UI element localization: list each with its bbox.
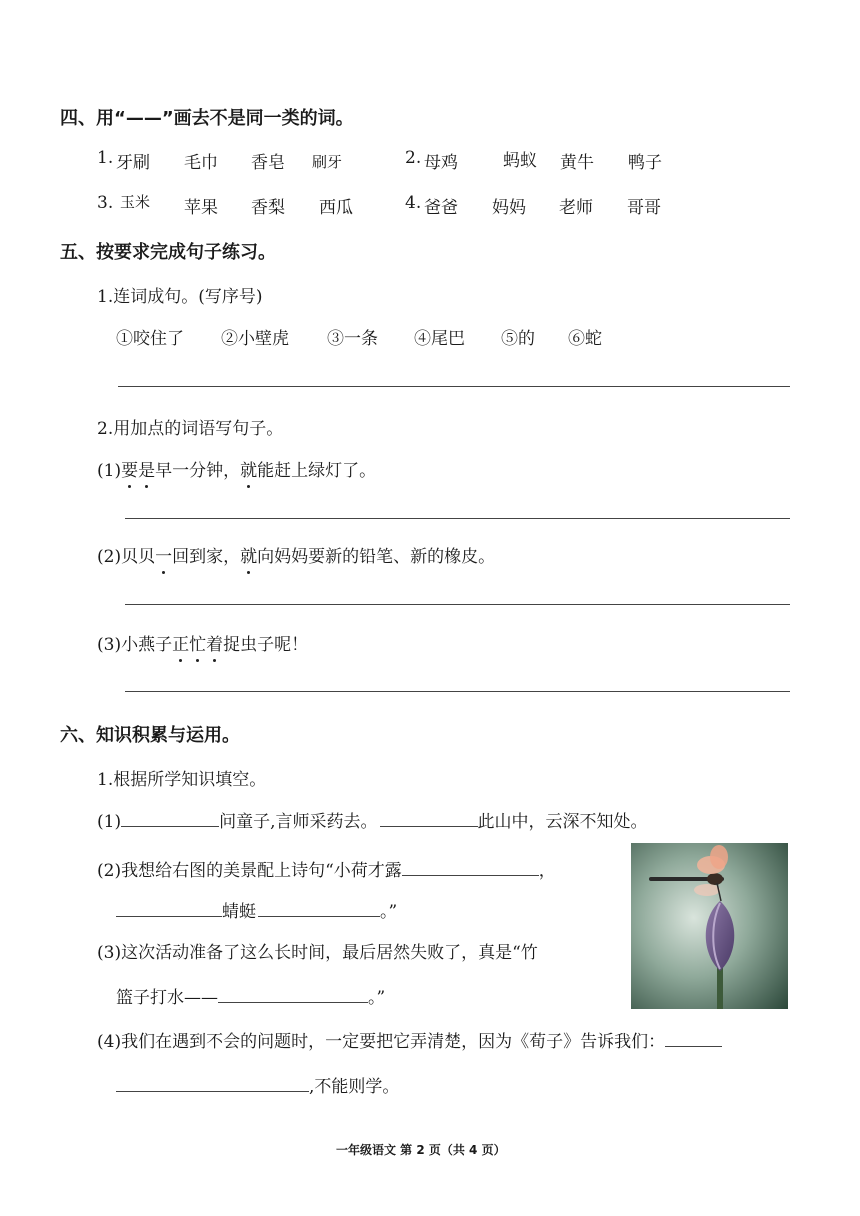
question-6-1: 1.根据所学知识填空。 xyxy=(97,770,267,790)
sentence-2 xyxy=(97,542,495,567)
word-option[interactable]: 母鸡 xyxy=(424,153,458,173)
dotted-char: 一 xyxy=(155,547,173,567)
sentence-text: (2)贝贝 xyxy=(97,547,156,567)
word-option[interactable]: 刷牙 xyxy=(312,153,343,171)
fill-text: (4)我们在遇到不会的问题时，一定要把它弄清楚，因为《荀子》告诉我们： xyxy=(97,1032,666,1052)
section-6-title: 六、知识积累与运用。 xyxy=(60,725,240,746)
fill-text: 。” xyxy=(380,902,398,922)
word-card: ④尾巴 xyxy=(414,329,465,349)
sentence-1 xyxy=(97,456,376,481)
fill-text: 篮子打水—— xyxy=(116,988,218,1008)
fill-blank[interactable] xyxy=(380,808,478,827)
dotted-char: 着 xyxy=(206,635,224,655)
sentence-text: 能赶上绿灯了。 xyxy=(257,461,377,481)
sentence-text: 向妈妈要新的铅笔、新的橡皮。 xyxy=(257,547,496,567)
dotted-char: 是 xyxy=(138,461,156,481)
dragonfly-on-lotus-icon xyxy=(631,843,788,1009)
sentence-text: 早一分钟， xyxy=(155,461,241,481)
fill-text: ,不能则学。 xyxy=(309,1077,400,1097)
word-card: ②小壁虎 xyxy=(221,329,289,349)
sentence-text: (1) xyxy=(97,461,122,481)
word-card: ①咬住了 xyxy=(116,329,184,349)
fill-text: 。” xyxy=(368,988,386,1008)
sentence-3 xyxy=(97,630,308,655)
word-card: ⑥蛇 xyxy=(568,329,602,349)
group-3-number: 3. xyxy=(97,193,114,213)
word-option[interactable]: 妈妈 xyxy=(492,198,526,218)
sentence-text: 捉虫子呢！ xyxy=(223,635,309,655)
fill-text: (1) xyxy=(97,812,122,832)
word-option[interactable]: 爸爸 xyxy=(424,198,458,218)
dotted-char: 就 xyxy=(240,461,258,481)
fill-text: 问童子,言师采药去。 xyxy=(219,812,378,832)
fill-blank[interactable] xyxy=(218,984,368,1003)
dotted-char: 忙 xyxy=(189,635,207,655)
fill-3-line-1: (3)这次活动准备了这么长时间，最后居然失败了，真是“竹 xyxy=(97,943,538,963)
word-option[interactable]: 玉米 xyxy=(120,193,151,211)
fill-text: 蜻蜓 xyxy=(222,902,256,922)
answer-line[interactable] xyxy=(125,518,790,519)
word-option[interactable]: 蚂蚁 xyxy=(503,151,537,171)
dotted-char: 要 xyxy=(121,461,139,481)
fill-3-line-2 xyxy=(116,983,385,1008)
section-5-title: 五、按要求完成句子练习。 xyxy=(60,242,276,263)
word-option[interactable]: 苹果 xyxy=(184,198,218,218)
word-option[interactable]: 香皂 xyxy=(251,153,285,173)
group-2-number: 2. xyxy=(405,148,422,168)
section-4-title: 四、用“——”画去不是同一类的词。 xyxy=(60,108,354,129)
answer-line[interactable] xyxy=(118,386,790,387)
word-card: ③一条 xyxy=(327,329,378,349)
fill-blank[interactable] xyxy=(402,857,539,876)
fill-4-line-1 xyxy=(97,1027,722,1052)
word-option[interactable]: 鸭子 xyxy=(628,153,662,173)
group-4-number: 4. xyxy=(405,193,422,213)
question-5-1: 1.连词成句。(写序号) xyxy=(97,287,263,307)
word-option[interactable]: 老师 xyxy=(559,198,593,218)
word-option[interactable]: 香梨 xyxy=(251,198,285,218)
fill-2-line-2 xyxy=(116,897,397,922)
fill-text: (2)我想给右图的美景配上诗句“小荷才露 xyxy=(97,861,402,881)
fill-blank[interactable] xyxy=(258,898,380,917)
fill-1 xyxy=(97,807,648,832)
fill-4-line-2 xyxy=(116,1072,399,1097)
fill-2-line-1 xyxy=(97,856,556,881)
sentence-text: 回到家， xyxy=(172,547,241,567)
word-card: ⑤的 xyxy=(501,329,535,349)
answer-line[interactable] xyxy=(125,604,790,605)
dotted-char: 正 xyxy=(172,635,190,655)
fill-blank[interactable] xyxy=(121,808,219,827)
word-option[interactable]: 西瓜 xyxy=(319,198,353,218)
page-footer: 一年级语文 第 2 页（共 4 页） xyxy=(336,1143,506,1157)
word-option[interactable]: 毛巾 xyxy=(184,153,218,173)
dotted-char: 就 xyxy=(240,547,258,567)
word-option[interactable]: 黄牛 xyxy=(560,153,594,173)
group-1-number: 1. xyxy=(97,148,114,168)
fill-blank[interactable] xyxy=(665,1028,722,1047)
dragonfly-lotus-photo xyxy=(631,843,788,1009)
question-5-2: 2.用加点的词语写句子。 xyxy=(97,419,284,439)
sentence-text: (3)小燕子 xyxy=(97,635,173,655)
fill-blank[interactable] xyxy=(116,1073,309,1092)
word-option[interactable]: 哥哥 xyxy=(627,198,661,218)
fill-text: ， xyxy=(538,861,556,881)
word-option[interactable]: 牙刷 xyxy=(116,153,150,173)
fill-blank[interactable] xyxy=(116,898,222,917)
fill-text: 此山中，云深不知处。 xyxy=(477,812,648,832)
answer-line[interactable] xyxy=(125,691,790,692)
